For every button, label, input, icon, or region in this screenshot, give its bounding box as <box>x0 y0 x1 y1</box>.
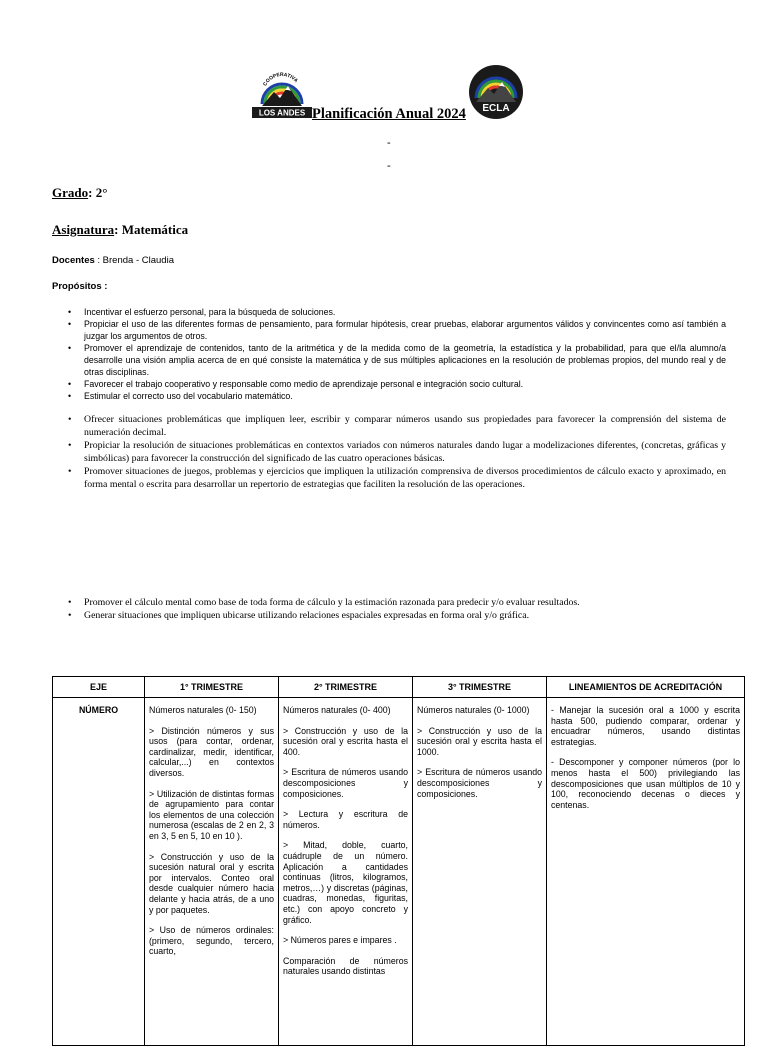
purposes-heading: Propósitos : <box>52 281 108 292</box>
cell-paragraph: - Descomponer y componer números (por lo menos hasta el 500) privilegiando las descomposiciones que usan múltiplos de 10 y 100, reconociendo decenas o dieces y centenas. <box>551 757 740 810</box>
cell-paragraph: > Construcción y uso de la sucesión oral y escrita hasta el 400. <box>283 725 408 757</box>
planning-table <box>52 676 745 1046</box>
column-header-t2: 2° TRIMESTRE <box>279 677 413 698</box>
cell-paragraph: Números naturales (0- 400) <box>283 705 391 715</box>
separator-dash: - <box>387 137 391 149</box>
column-header-acreditacion: LINEAMIENTOS DE ACREDITACIÓN <box>547 677 745 698</box>
ecla-logo <box>468 64 524 120</box>
list-item: • Estimular el correcto uso del vocabulario matemático. <box>52 390 726 402</box>
cell-paragraph: > Utilización de distintas formas de agrupamiento para contar los elementos de una colección numerosa (escalas de 2 en 2, 3 en 3, 5 en 5, 10 en 10 ). <box>149 788 274 841</box>
subject-value: : Matemática <box>114 222 189 237</box>
subject-line <box>52 222 188 238</box>
logo-ecla-text: ECLA <box>482 103 510 114</box>
list-item: • Promover el cálculo mental como base de toda forma de cálculo y la estimación razonada para predecir y/o evaluar resultados. <box>52 596 726 609</box>
purposes-list-extra <box>52 596 726 622</box>
table-header-row <box>53 677 745 698</box>
cell-paragraph: Números naturales (0- 1000) <box>417 705 530 715</box>
list-item: • Ofrecer situaciones problemáticas que impliquen leer, escribir y comparar números usando sus propiedades para favorecer la comprensión del sistema de numeración decimal. <box>52 413 726 439</box>
list-item: • Promover situaciones de juegos, problemas y ejercicios que impliquen la utilización comprensiva de diversos procedimientos de cálculo exacto y aproximado, en forma mental o escrita para desarrollar un repertorio de estrategias que faciliten la resolución de las operaciones. <box>52 465 726 491</box>
t2-cell <box>279 698 413 1046</box>
purposes-list <box>52 306 726 402</box>
logo-arc-text: COOPERATIVA <box>262 71 299 88</box>
teachers-value: : Brenda - Claudia <box>94 255 174 266</box>
column-header-eje: EJE <box>53 677 145 698</box>
page-title: Planificación Anual 2024 <box>312 106 466 122</box>
cell-paragraph: - Manejar la sucesión oral a 1000 y escrita hasta 500, pudiendo comparar, ordenar y encuadrar números, usando distintas estrategias. <box>551 705 740 747</box>
cell-paragraph: > Números pares e impares . <box>283 935 397 946</box>
list-item: • Promover el aprendizaje de contenidos, tanto de la aritmética y de la medida como de la geometría, la estadística y la probabilidad, para que el/la alumno/a desarrolle una visión amplia acerca de en qué consiste la matemática y de sus múltiples aplicaciones en la resolución de problemas propios, del mundo real y de otras disciplinas. <box>52 342 726 378</box>
cell-paragraph: > Escritura de números usando descomposiciones y composiciones. <box>417 767 542 799</box>
cell-paragraph: > Construcción y uso de la sucesión oral y escrita hasta el 1000. <box>417 725 542 757</box>
column-header-t1: 1° TRIMESTRE <box>145 677 279 698</box>
cell-paragraph: > Distinción números y sus usos (para contar, ordenar, cardinalizar, medir, identificar, calcular,...) en contextos diversos. <box>149 725 274 778</box>
cell-paragraph: Números naturales (0- 150) <box>149 705 257 715</box>
t3-cell <box>413 698 547 1046</box>
cooperativa-los-andes-logo <box>252 64 312 120</box>
cell-paragraph: > Lectura y escritura de números. <box>283 809 408 830</box>
separator-dash: - <box>387 160 391 172</box>
eje-cell: NÚMERO <box>53 698 145 1046</box>
cell-paragraph: > Escritura de números usando descomposiciones y composiciones. <box>283 767 408 799</box>
list-item: • Favorecer el trabajo cooperativo y responsable como medio de aprendizaje personal e integración socio cultural. <box>52 378 726 390</box>
table-row <box>53 698 745 1046</box>
cell-paragraph: > Uso de números ordinales: (primero, segundo, tercero, cuarto, <box>149 925 274 957</box>
cell-paragraph: > Construcción y uso de la sucesión natural oral y escrita por intervalos. Conteo oral desde cualquier número hacia delante y hacia atrás, de a uno y por paquetes. <box>149 851 274 915</box>
teachers-line <box>52 255 174 266</box>
cell-paragraph: > Mitad, doble, cuarto, cuádruple de un número. Aplicación a cantidades continuas (litros, kilogramos, metros,…) y discretas (páginas, cuadras, monedas, figuritas, etc.) con apoyo concreto y gráfico. <box>283 840 408 925</box>
cell-paragraph: Comparación de números naturales usando distintas <box>283 955 408 977</box>
list-item: • Propiciar la resolución de situaciones problemáticas en contextos variados con números naturales dando lugar a modelizaciones diferentes, (concretas, gráficas y simbólicas) para favorecer la construcción del significado de las cuatro operaciones básicas. <box>52 439 726 465</box>
grade-line <box>52 185 107 201</box>
grade-label: Grado <box>52 185 89 200</box>
t1-cell <box>145 698 279 1046</box>
grade-value: : 2° <box>88 185 108 200</box>
teachers-label: Docentes <box>52 255 95 266</box>
subject-label: Asignatura <box>52 222 115 237</box>
list-item: • Propiciar el uso de las diferentes formas de pensamiento, para formular hipótesis, crear pruebas, elaborar argumentos válidos y convincentes como así también a juzgar los argumentos de otros. <box>52 318 726 342</box>
list-item: • Generar situaciones que impliquen ubicarse utilizando relaciones espaciales expresadas en forma oral y/o gráfica. <box>52 609 726 622</box>
purposes-list-serif <box>52 413 726 491</box>
column-header-t3: 3° TRIMESTRE <box>413 677 547 698</box>
logo-banner-text: LOS ANDES <box>258 108 306 118</box>
acreditacion-cell <box>547 698 745 1046</box>
list-item: • Incentivar el esfuerzo personal, para la búsqueda de soluciones. <box>52 306 726 318</box>
